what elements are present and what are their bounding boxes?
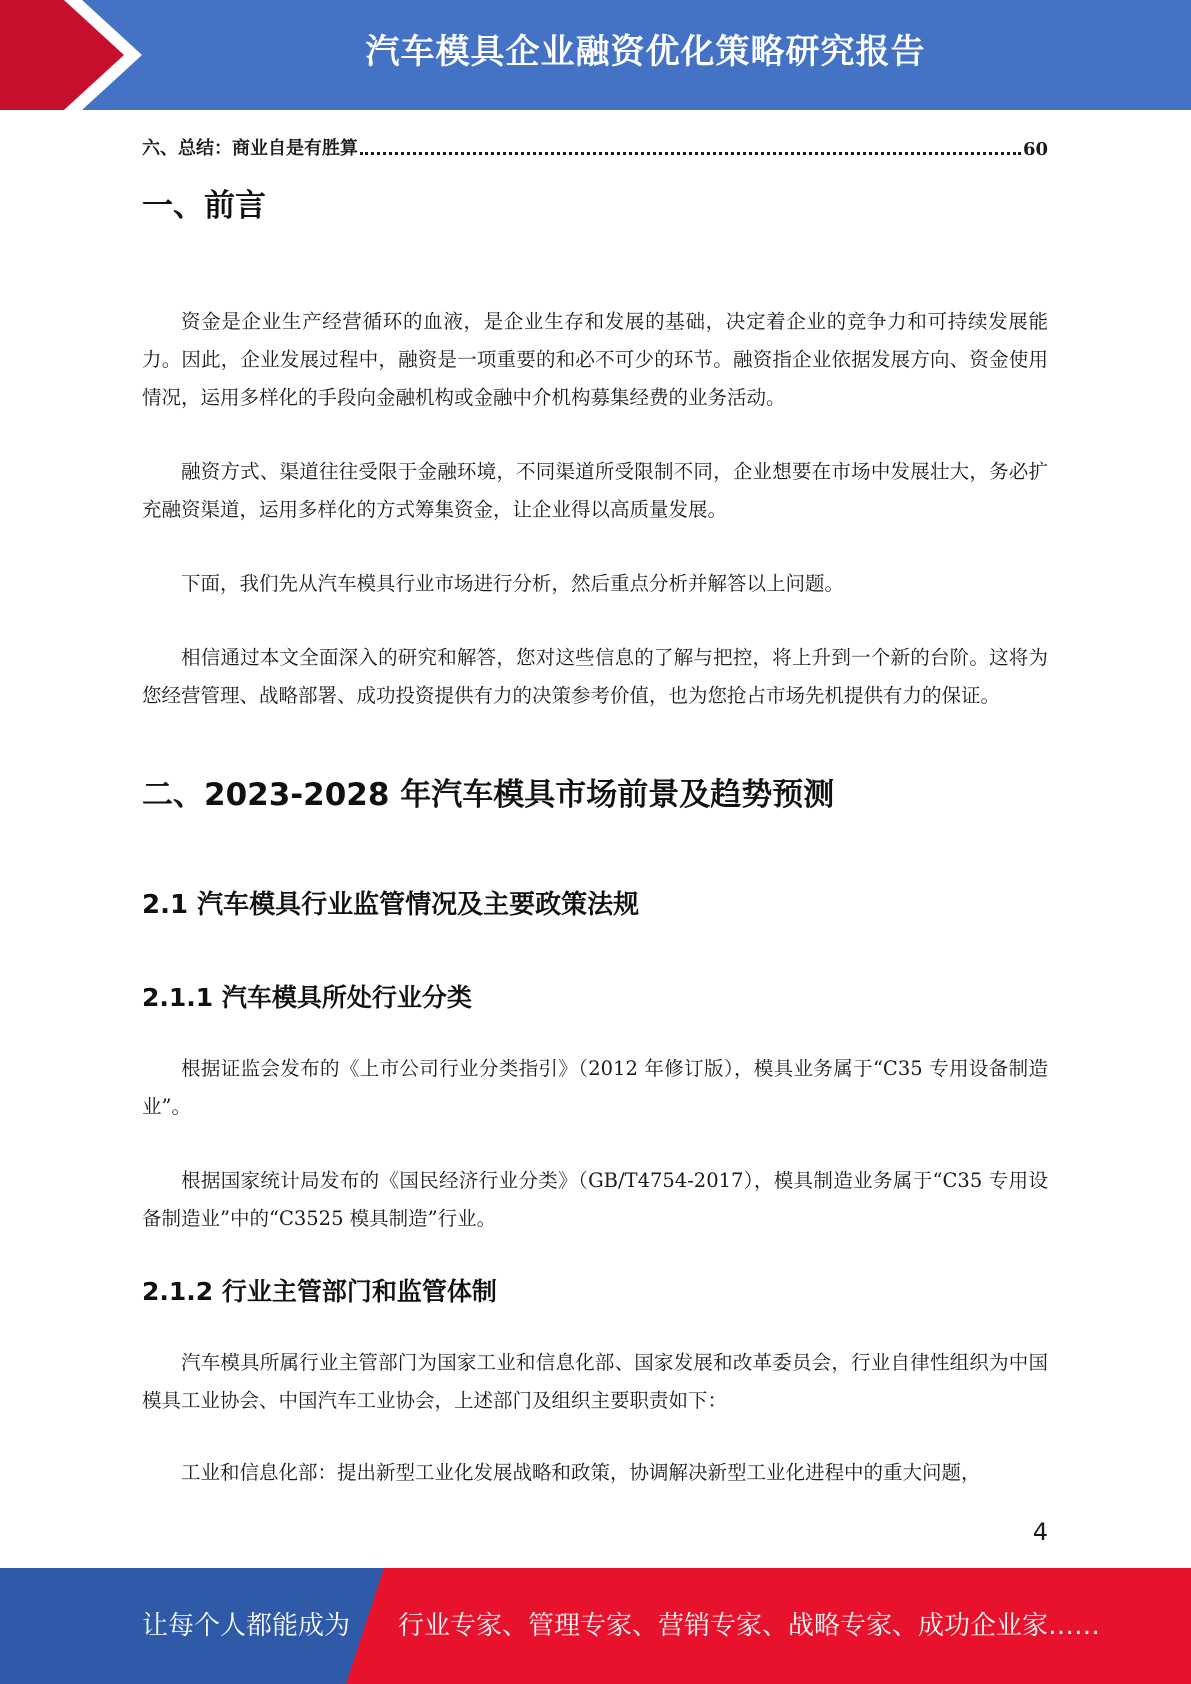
- toc-entry-page: 60: [1022, 139, 1048, 160]
- regulation-paragraph-1: 汽车模具所属行业主管部门为国家工业和信息化部、国家发展和改革委员会，行业自律性组织为中国模具工业协会、中国汽车工业协会，上述部门及组织主要职责如下：: [142, 1351, 1048, 1412]
- footer-slogan-right: 行业专家、管理专家、营销专家、战略专家、成功企业家……: [398, 1611, 1101, 1641]
- classification-paragraph-1: 根据证监会发布的《上市公司行业分类指引》（2012 年修订版），模具业务属于“C35 专用设备制造业”。: [142, 1057, 1048, 1118]
- section-market-heading: 二、2023-2028 年汽车模具市场前景及趋势预测: [142, 777, 835, 813]
- preface-paragraph-1: 资金是企业生产经营循环的血液，是企业生存和发展的基础，决定着企业的竞争力和可持续发展能力。因此，企业发展过程中，融资是一项重要的和必不可少的环节。融资指企业依据发展方向、资金使用情况，运用多样化的手段向金融机构或金融中介机构募集经费的业务活动。: [142, 310, 1048, 409]
- preface-paragraph-4: 相信通过本文全面深入的研究和解答，您对这些信息的了解与把控，将上升到一个新的台阶。这将为您经营管理、战略部署、成功投资提供有力的决策参考价值，也为您抢占市场先机提供有力的保证。: [142, 646, 1048, 707]
- header-chevron-decoration: [0, 0, 160, 110]
- classification-paragraph-2: 根据国家统计局发布的《国民经济行业分类》（GB/T4754-2017），模具制造业务属于“C35 专用设备制造业”中的“C3525 模具制造”行业。: [142, 1169, 1048, 1230]
- regulation-paragraph-2: 工业和信息化部：提出新型工业化发展战略和政策，协调解决新型工业化进程中的重大问题，: [181, 1461, 981, 1484]
- report-title: 汽车模具企业融资优化策略研究报告: [365, 32, 926, 72]
- toc-entry-label: 六、总结：商业自是有胜算: [142, 138, 358, 159]
- preface-paragraph-2: 融资方式、渠道往往受限于金融环境，不同渠道所受限制不同，企业想要在市场中发展壮大，务必扩充融资渠道，运用多样化的方式筹集资金，让企业得以高质量发展。: [142, 460, 1048, 521]
- footer-banner: [0, 1568, 1191, 1684]
- footer-slogan-left: 让每个人都能成为: [142, 1611, 351, 1641]
- section-preface-heading: 一、前言: [142, 188, 266, 224]
- toc-entry[interactable]: [142, 128, 1048, 160]
- toc-dot-leader: [360, 152, 1021, 155]
- section-2-1-heading: 2.1 汽车模具行业监管情况及主要政策法规: [142, 890, 640, 920]
- section-2-1-1-heading: 2.1.1 汽车模具所处行业分类: [142, 983, 472, 1012]
- preface-paragraph-3: 下面，我们先从汽车模具行业市场进行分析，然后重点分析并解答以上问题。: [181, 572, 845, 595]
- section-2-1-2-heading: 2.1.2 行业主管部门和监管体制: [142, 1277, 497, 1306]
- page-number: 4: [1032, 1518, 1048, 1546]
- main-content: [142, 180, 1048, 1492]
- header-bar: [0, 0, 1191, 110]
